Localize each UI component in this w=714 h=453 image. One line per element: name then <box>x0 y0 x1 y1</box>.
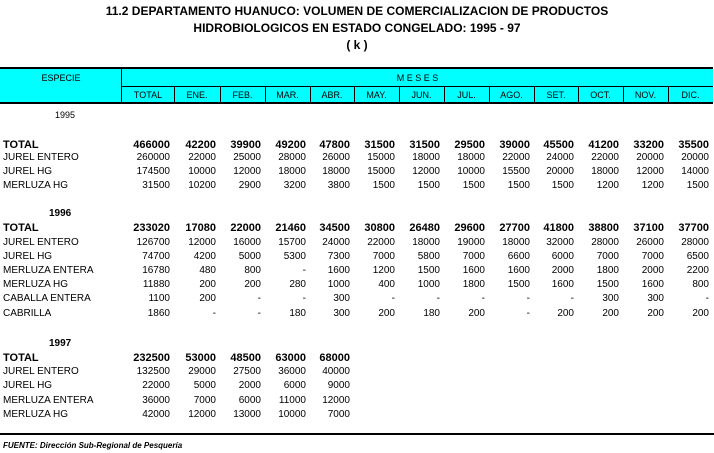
value-cell: 233020 <box>133 222 170 234</box>
value-cell: 9000 <box>327 380 350 391</box>
table-row <box>0 308 714 322</box>
value-cell: 15700 <box>278 237 306 248</box>
value-cell: 18000 <box>591 166 619 177</box>
species-label: TOTAL <box>3 352 39 364</box>
value-cell: 10200 <box>188 180 216 191</box>
value-cell: 1500 <box>551 180 574 191</box>
table-row <box>0 237 714 251</box>
value-cell: 21460 <box>275 222 306 234</box>
value-cell: 17080 <box>185 222 216 234</box>
total-row <box>0 139 714 153</box>
value-cell: 30800 <box>364 222 395 234</box>
value-cell: 22000 <box>142 380 170 391</box>
value-cell: 1500 <box>417 265 440 276</box>
value-cell: 280 <box>289 279 306 290</box>
header-especie: ESPECIE <box>41 73 81 83</box>
value-cell: 5000 <box>238 251 261 262</box>
value-cell: 1800 <box>462 279 485 290</box>
value-cell: 19000 <box>457 237 485 248</box>
value-cell: 1000 <box>327 279 350 290</box>
value-cell: 10000 <box>278 409 306 420</box>
value-cell: - <box>481 293 485 304</box>
value-cell: 26480 <box>409 222 440 234</box>
header-col-jul: JUL. <box>457 90 476 100</box>
header-col-set: SET. <box>546 90 566 100</box>
value-cell: 47800 <box>319 139 350 151</box>
species-label: CABRILLA <box>3 308 52 319</box>
value-cell: 49200 <box>275 139 306 151</box>
value-cell: - <box>570 293 574 304</box>
header-col-may: MAY. <box>366 90 387 100</box>
value-cell: 200 <box>199 279 216 290</box>
species-label: MERLUZA HG <box>3 279 69 290</box>
value-cell: 18000 <box>322 166 350 177</box>
value-cell: 28000 <box>681 237 709 248</box>
value-cell: 5300 <box>283 251 306 262</box>
title-line-1: 11.2 DEPARTAMENTO HUANUCO: VOLUMEN DE COMERCIALIZACION DE PRODUCTOS <box>105 4 609 18</box>
value-cell: 200 <box>244 279 261 290</box>
value-cell: 200 <box>602 308 619 319</box>
value-cell: 2000 <box>551 265 574 276</box>
value-cell: 28000 <box>591 237 619 248</box>
value-cell: 18000 <box>412 237 440 248</box>
value-cell: 29500 <box>454 139 485 151</box>
value-cell: 16000 <box>233 237 261 248</box>
value-cell: 300 <box>602 293 619 304</box>
year-label: 1997 <box>49 338 72 349</box>
value-cell: - <box>257 293 261 304</box>
value-cell: 22000 <box>591 152 619 163</box>
value-cell: 2000 <box>641 265 664 276</box>
table-header <box>0 67 713 104</box>
col-divider <box>444 86 445 102</box>
table-row <box>0 152 714 166</box>
table-row <box>0 279 714 293</box>
value-cell: 1600 <box>551 279 574 290</box>
value-cell: 6500 <box>686 251 709 262</box>
value-cell: 22000 <box>367 237 395 248</box>
value-cell: 2000 <box>238 380 261 391</box>
value-cell: 18000 <box>412 152 440 163</box>
species-label: TOTAL <box>3 222 39 234</box>
value-cell: 1200 <box>641 180 664 191</box>
value-cell: 34500 <box>319 222 350 234</box>
value-cell: 800 <box>692 279 709 290</box>
title-line-2: HIDROBIOLOGICOS EN ESTADO CONGELADO: 1995 - 97 <box>193 21 521 35</box>
table-row <box>0 366 714 380</box>
value-cell: 20000 <box>546 166 574 177</box>
value-cell: 13000 <box>233 409 261 420</box>
value-cell: 36000 <box>278 366 306 377</box>
header-col-feb: FEB. <box>232 90 253 100</box>
value-cell: 41800 <box>543 222 574 234</box>
value-cell: 6000 <box>551 251 574 262</box>
species-label: CABALLA ENTERA <box>3 293 91 304</box>
value-cell: 5000 <box>193 380 216 391</box>
value-cell: 74700 <box>142 251 170 262</box>
value-cell: 7000 <box>327 409 350 420</box>
value-cell: 40000 <box>322 366 350 377</box>
header-col-jun: JUN. <box>411 90 432 100</box>
species-label: JUREL ENTERO <box>3 366 79 377</box>
value-cell: 39900 <box>230 139 261 151</box>
value-cell: 25000 <box>233 152 261 163</box>
title-unit: ( k ) <box>346 38 368 52</box>
species-label: JUREL HG <box>3 166 53 177</box>
value-cell: - <box>526 308 530 319</box>
value-cell: 12000 <box>322 395 350 406</box>
header-col-dic: DIC. <box>681 90 700 100</box>
value-cell: 200 <box>692 308 709 319</box>
col-divider <box>623 86 624 102</box>
value-cell: 29600 <box>454 222 485 234</box>
col-divider <box>174 86 175 102</box>
value-cell: 7000 <box>193 395 216 406</box>
value-cell: 7000 <box>372 251 395 262</box>
col-divider <box>578 86 579 102</box>
value-cell: 6000 <box>238 395 261 406</box>
value-cell: 1200 <box>372 265 395 276</box>
value-cell: 29000 <box>188 366 216 377</box>
col-divider <box>220 86 221 102</box>
value-cell: - <box>302 265 306 276</box>
value-cell: - <box>257 308 261 319</box>
value-cell: 6000 <box>283 380 306 391</box>
value-cell: 200 <box>199 293 216 304</box>
col-divider <box>310 86 311 102</box>
value-cell: 33200 <box>633 139 664 151</box>
value-cell: 36000 <box>142 395 170 406</box>
value-cell: 31500 <box>409 139 440 151</box>
value-cell: 1600 <box>641 279 664 290</box>
species-label: TOTAL <box>3 139 39 151</box>
value-cell: 18000 <box>502 237 530 248</box>
value-cell: 200 <box>468 308 485 319</box>
value-cell: 31500 <box>364 139 395 151</box>
value-cell: 1500 <box>417 180 440 191</box>
value-cell: 38800 <box>588 222 619 234</box>
value-cell: 7300 <box>327 251 350 262</box>
value-cell: 42000 <box>142 409 170 420</box>
species-label: JUREL HG <box>3 380 53 391</box>
species-label: MERLUZA ENTERA <box>3 395 94 406</box>
value-cell: 35500 <box>678 139 709 151</box>
year-label: 1996 <box>49 208 72 219</box>
value-cell: 37700 <box>678 222 709 234</box>
value-cell: - <box>705 293 709 304</box>
header-meses: M E S E S <box>396 73 439 83</box>
value-cell: 2900 <box>238 180 261 191</box>
header-col-ene: ENE. <box>186 90 208 100</box>
value-cell: 20000 <box>636 152 664 163</box>
table-row <box>0 166 714 180</box>
value-cell: 300 <box>647 293 664 304</box>
value-cell: 480 <box>199 265 216 276</box>
col-divider <box>534 86 535 102</box>
header-col-total: TOTAL <box>133 90 163 100</box>
col-divider <box>265 86 266 102</box>
table-row <box>0 265 714 279</box>
value-cell: 132500 <box>136 366 170 377</box>
value-cell: 22000 <box>188 152 216 163</box>
value-cell: 7000 <box>641 251 664 262</box>
value-cell: 4200 <box>193 251 216 262</box>
value-cell: 300 <box>333 308 350 319</box>
value-cell: 1800 <box>596 265 619 276</box>
value-cell: 1500 <box>507 279 530 290</box>
species-label: MERLUZA ENTERA <box>3 265 94 276</box>
value-cell: 12000 <box>233 166 261 177</box>
value-cell: 11000 <box>278 395 306 406</box>
header-row-divider <box>122 86 713 87</box>
value-cell: 400 <box>378 279 395 290</box>
value-cell: 1100 <box>148 293 170 304</box>
value-cell: 1600 <box>507 265 530 276</box>
header-col-mar: MAR. <box>276 90 299 100</box>
value-cell: 22000 <box>230 222 261 234</box>
source-note: FUENTE: Dirección Sub-Regional de Pesquería <box>3 441 183 450</box>
total-row <box>0 352 714 366</box>
value-cell: 2200 <box>686 265 709 276</box>
value-cell: 180 <box>289 308 306 319</box>
table-row <box>0 395 714 409</box>
value-cell: 5800 <box>417 251 440 262</box>
value-cell: 26000 <box>636 237 664 248</box>
value-cell: 27500 <box>233 366 261 377</box>
value-cell: 28000 <box>278 152 306 163</box>
col-divider <box>354 86 355 102</box>
value-cell: 12000 <box>188 237 216 248</box>
year-label: 1995 <box>55 110 76 120</box>
table-row <box>0 180 714 194</box>
value-cell: 7000 <box>596 251 619 262</box>
value-cell: 10000 <box>457 166 485 177</box>
value-cell: 174500 <box>136 166 170 177</box>
value-cell: 32000 <box>546 237 574 248</box>
col-divider <box>399 86 400 102</box>
header-col-ago: AGO. <box>500 90 523 100</box>
value-cell: 200 <box>557 308 574 319</box>
value-cell: 15000 <box>367 152 395 163</box>
value-cell: 300 <box>333 293 350 304</box>
value-cell: 3800 <box>327 180 350 191</box>
table-row <box>0 380 714 394</box>
value-cell: 37100 <box>633 222 664 234</box>
value-cell: 24000 <box>322 237 350 248</box>
value-cell: 14000 <box>681 166 709 177</box>
value-cell: 200 <box>647 308 664 319</box>
total-row <box>0 222 714 236</box>
value-cell: 53000 <box>185 352 216 364</box>
col-divider <box>668 86 669 102</box>
value-cell: 200 <box>378 308 395 319</box>
value-cell: 39000 <box>499 139 530 151</box>
value-cell: 48500 <box>230 352 261 364</box>
value-cell: 1500 <box>596 279 619 290</box>
value-cell: 41200 <box>588 139 619 151</box>
value-cell: 1200 <box>596 180 619 191</box>
value-cell: - <box>302 293 306 304</box>
value-cell: 22000 <box>502 152 530 163</box>
value-cell: 45500 <box>543 139 574 151</box>
value-cell: 466000 <box>133 139 170 151</box>
value-cell: 11880 <box>142 279 170 290</box>
value-cell: - <box>391 293 395 304</box>
value-cell: 10000 <box>188 166 216 177</box>
value-cell: 126700 <box>136 237 170 248</box>
value-cell: 18000 <box>457 152 485 163</box>
value-cell: 18000 <box>278 166 306 177</box>
value-cell: 3200 <box>283 180 306 191</box>
species-label: JUREL ENTERO <box>3 152 79 163</box>
value-cell: 26000 <box>322 152 350 163</box>
value-cell: 800 <box>244 265 261 276</box>
species-label: JUREL ENTERO <box>3 237 79 248</box>
value-cell: 24000 <box>546 152 574 163</box>
header-col-oct: OCT. <box>590 90 611 100</box>
value-cell: 232500 <box>133 352 170 364</box>
species-label: JUREL HG <box>3 251 53 262</box>
value-cell: 1600 <box>462 265 485 276</box>
value-cell: 1500 <box>507 180 530 191</box>
value-cell: 20000 <box>681 152 709 163</box>
value-cell: 12000 <box>636 166 664 177</box>
value-cell: 1500 <box>686 180 709 191</box>
value-cell: 1860 <box>147 308 170 319</box>
species-label: MERLUZA HG <box>3 180 69 191</box>
value-cell: - <box>212 308 216 319</box>
value-cell: 12000 <box>188 409 216 420</box>
value-cell: 31500 <box>142 180 170 191</box>
value-cell: 15500 <box>502 166 530 177</box>
value-cell: 12000 <box>412 166 440 177</box>
divider <box>0 433 714 435</box>
value-cell: 260000 <box>136 152 170 163</box>
header-col-nov: NOV. <box>634 90 657 100</box>
table-row <box>0 251 714 265</box>
value-cell: 68000 <box>319 352 350 364</box>
value-cell: 1500 <box>462 180 485 191</box>
value-cell: 16780 <box>142 265 170 276</box>
value-cell: 15000 <box>367 166 395 177</box>
value-cell: 180 <box>423 308 440 319</box>
value-cell: 7000 <box>462 251 485 262</box>
value-cell: 1600 <box>327 265 350 276</box>
value-cell: - <box>436 293 440 304</box>
value-cell: 1000 <box>417 279 440 290</box>
value-cell: 27700 <box>499 222 530 234</box>
header-col-abr: ABR. <box>321 90 343 100</box>
value-cell: 63000 <box>275 352 306 364</box>
table-row <box>0 409 714 423</box>
value-cell: 42200 <box>185 139 216 151</box>
value-cell: 1500 <box>372 180 395 191</box>
col-divider <box>489 86 490 102</box>
value-cell: - <box>526 293 530 304</box>
value-cell: 6600 <box>507 251 530 262</box>
species-label: MERLUZA HG <box>3 409 69 420</box>
table-row <box>0 293 714 307</box>
